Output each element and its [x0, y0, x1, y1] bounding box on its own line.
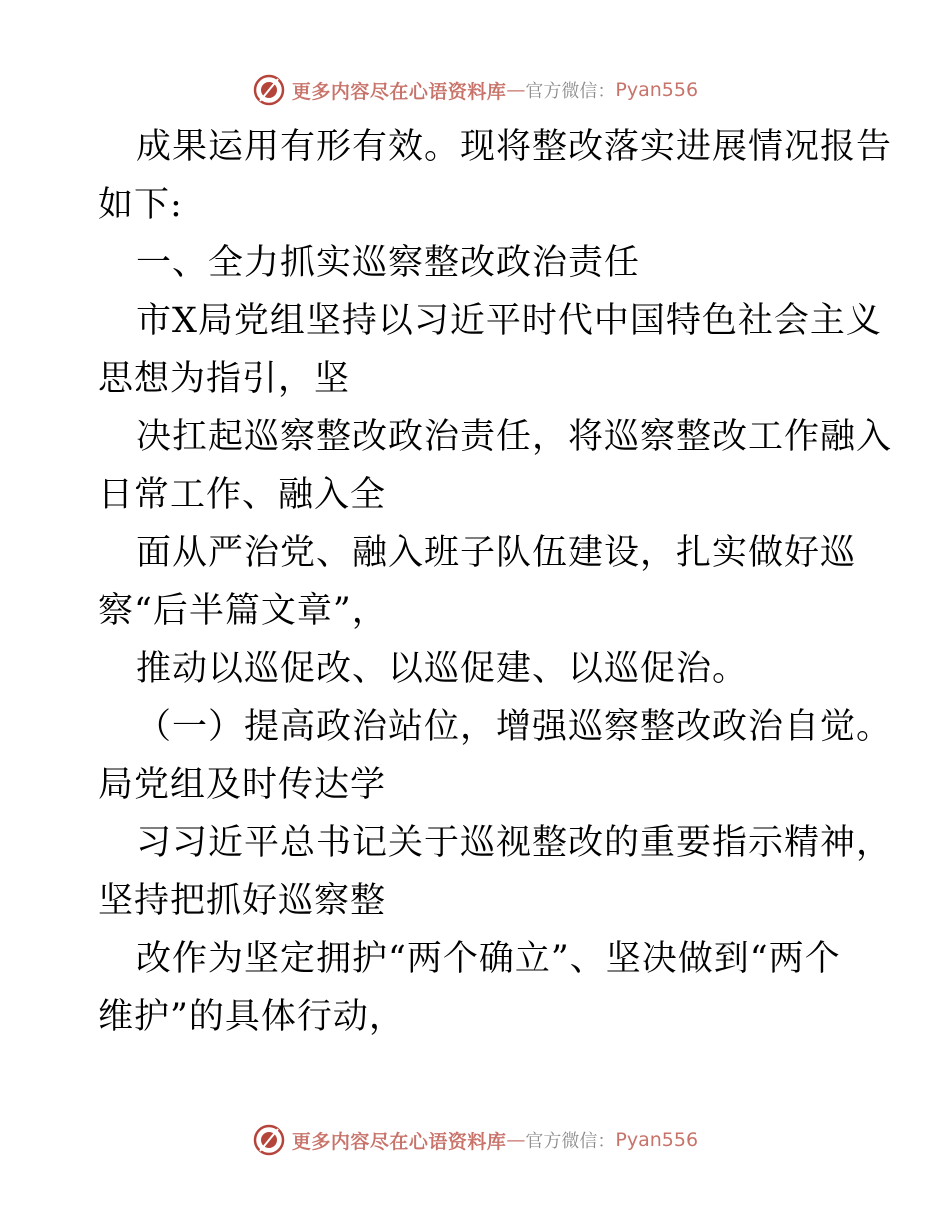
paragraph-line: 察“后半篇文章”，: [98, 591, 388, 631]
paragraph-line: 如下:: [98, 185, 183, 225]
paragraph-line: 维护”的具体行动，: [98, 997, 405, 1037]
document-body: [98, 118, 893, 1046]
watermark-id: Pyan556: [615, 1129, 699, 1151]
paragraph-line: 改作为坚定拥护“两个确立”、坚决做到“两个: [136, 939, 841, 979]
watermark-main-text: 更多内容尽在心语资料库: [291, 1130, 507, 1153]
paragraph-line: 决扛起巡察整改政治责任，将巡察整改工作融入: [136, 417, 893, 457]
subsection-heading: （一）提高政治站位，增强巡察整改政治自觉。: [136, 707, 893, 747]
paragraph-line: 面从严治党、融入班子队伍建设，扎实做好巡: [136, 533, 857, 573]
paragraph-line: 市X局党组坚持以习近平时代中国特色社会主义: [136, 301, 882, 341]
paragraph-line: 日常工作、融入全: [98, 475, 387, 515]
section-heading: 一、全力抓实巡察整改政治责任: [136, 243, 641, 283]
paragraph-line: 思想为指引，坚: [98, 359, 351, 399]
watermark-label: 官方微信：: [525, 81, 616, 102]
watermark-footer: [0, 1120, 950, 1160]
watermark-label: 官方微信：: [525, 1131, 616, 1152]
watermark-id: Pyan556: [615, 79, 699, 101]
paragraph-line: 局党组及时传达学: [98, 765, 387, 805]
watermark-separator: —: [506, 79, 526, 101]
paragraph-line: 坚持把抓好巡察整: [98, 881, 387, 921]
watermark-separator: —: [506, 1129, 526, 1151]
watermark-main-text: 更多内容尽在心语资料库: [291, 80, 507, 103]
paragraph-line: 习习近平总书记关于巡视整改的重要指示精神，: [136, 823, 893, 863]
quill-logo-icon: [252, 73, 286, 107]
paragraph-line: 推动以巡促改、以巡促建、以巡促治。: [136, 649, 749, 689]
paragraph-line: 成果运用有形有效。现将整改落实进展情况报告: [136, 127, 893, 167]
watermark-header: [0, 70, 950, 110]
quill-logo-icon: [252, 1123, 286, 1157]
